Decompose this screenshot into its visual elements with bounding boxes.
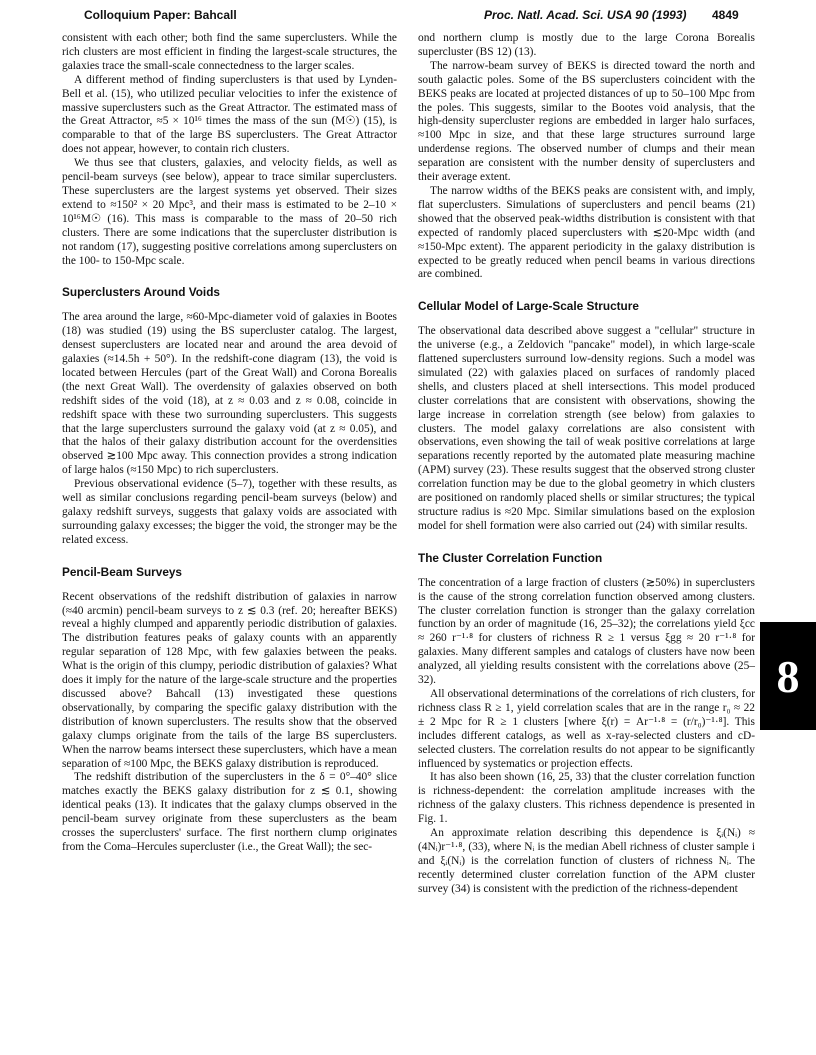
section-heading: Cellular Model of Large-Scale Structure — [418, 299, 639, 314]
section-heading: Pencil-Beam Surveys — [62, 564, 182, 579]
section-heading: The Cluster Correlation Function — [418, 550, 603, 565]
body-paragraph: An approximate relation describing this dependence is ξᵢ(Nᵢ) ≈ (4Nᵢ)r⁻¹·⁸, (33), where Nᵢ is the median Abell richness of cluster sample i and ξᵢ(Nᵢ) is the correlation function of clusters of richness Nᵢ. The recently determined cluster correlation function of the APM cluster survey (34) is consistent with the prediction of the richness-dependent — [418, 827, 755, 895]
body-paragraph: A different method of finding superclusters is that used by Lynden-Bell et al. (15), who utilized peculiar velocities to infer the existence of massive superclusters such as the Great Attractor. The estimated mass of the Great Attractor, ≈5 × 10¹⁶ times the mass of the sun (M☉) (15), is comparable to that of the large BS superclusters. The Great Attractor does not appear, however, to contain rich clusters. — [62, 73, 397, 156]
body-paragraph: The narrow widths of the BEKS peaks are consistent with, and imply, flat superclusters. Simulations of superclusters and pencil beams (21) showed that the observed peak-widths distribution is consistent with that expected of randomly placed superclusters with ≲20-Mpc width (and ≈150-Mpc extent). The apparent periodicity in the galaxy distribution is expected to be greatly reduced when pencil beams in various directions are combined. — [418, 184, 755, 281]
left-column — [62, 32, 397, 855]
body-paragraph: ond northern clump is mostly due to the large Corona Borealis supercluster (BS 12) (13). — [418, 32, 755, 58]
body-paragraph: All observational determinations of the correlations of rich clusters, for richness class R ≥ 1, yield correlation scales that are in the range r₀ ≈ 22 ± 2 Mpc for R ≥ 1 clusters [where ξ(r) = Ar⁻¹·⁸ = (r/r₀)⁻¹·⁸]. This includes different catalogs, as well as x-ray-selected clusters and cD-selected clusters. The correlation results do not appear to be significantly influenced by systematics or projection effects. — [418, 687, 755, 770]
body-paragraph: Previous observational evidence (5–7), together with these results, as well as similar conclusions regarding pencil-beam surveys (below) and galaxy redshift surveys, suggests that galaxy voids are associated with surrounding galaxy excesses; the bigger the void, the stronger may be the related excess. — [62, 478, 397, 546]
body-paragraph: The concentration of a large fraction of clusters (≳50%) in superclusters is the cause of the strong correlation function observed among clusters. The cluster correlation function is stronger than the galaxy correlation function by an order of magnitude (16, 25–32); the correlations yield ξcc ≈ 260 r⁻¹·⁸ for clusters of richness R ≥ 1 versus ξgg ≈ 20 r⁻¹·⁸ for galaxies. Many different samples and catalogs of clusters have now been analyzed, all yielding results consistent with the correlations above (25–32). — [418, 576, 755, 687]
body-paragraph: consistent with each other; both find the same superclusters. While the rich clusters are most efficient in finding the largest-scale structures, the galaxies trace the small-scale connectedness to the larger scales. — [62, 32, 397, 72]
body-paragraph: The area around the large, ≈60-Mpc-diameter void of galaxies in Bootes (18) was studied (19) using the BS supercluster catalog. The largest, densest superclusters are located near and around the area devoid of galaxies (≈14.5h + 50°). In the redshift-cone diagram (13), the void is located between Hercules (part of the Great Wall) and Corona Borealis (the next Great Wall). The overdensity of galaxies observed on both redshift sides of the void (18), at z ≈ 0.03 and z ≈ 0.08, coincide in redshift space with these two surrounding superclusters. This suggests that the large superclusters surround the galaxy void (at z ≈ 0.05), and that the halos of their galaxy distribution account for the overdensities observed ≳100 Mpc away. This connection provides a strong indication of large halos (≈150 Mpc) to rich superclusters. — [62, 311, 397, 477]
body-paragraph: Recent observations of the redshift distribution of galaxies in narrow (≈40 arcmin) pencil-beam surveys to z ≲ 0.3 (ref. 20; hereafter BEKS) reveal a highly clumped and apparently periodic distribution of galaxies. The distribution features peaks of galaxy counts with an apparently regular separation of 128 Mpc, with few galaxies between the peaks. What is the origin of this clumpy, periodic distribution of galaxies? What does it imply for the nature of the large-scale structure and the properties discussed above? Bahcall (13) investigated these questions observationally, by comparing the specific galaxy distribution with the distribution of known superclusters. The results show that the observed galaxy clumps originate from the tails of the large BS superclusters. When the narrow beams intersect these superclusters, which have a mean separation of ≈100 Mpc, the BEKS galaxy distribution is reproduced. — [62, 590, 397, 770]
body-paragraph: The observational data described above suggest a "cellular" structure in the universe (e.g., a Zeldovich "pancake" model), in which large-scale flattened superclusters surround low-density regions. Such a model was simulated (22) with galaxies placed on surfaces of randomly placed shells, and clusters placed at shell intersections. This model produced cluster correlations that are consistent with observations, showing the large increase in correlation strength (see below) from galaxies to clusters. The model galaxy correlations are also consistent with observations, even showing the tail of weak positive correlations at large separations recently reported by the automated plate measuring machine (APM) survey (23). These results suggest that the observed strong cluster correlation function may be due to the global geometry in which clusters are positioned on randomly placed shells or similar structures; the typical structure radius is ≈20 Mpc. Similar simulations based on the explosion model for shell formation were also carried out (24) with similar results. — [418, 325, 755, 532]
journal-citation: Proc. Natl. Acad. Sci. USA 90 (1993) — [484, 8, 687, 22]
right-column — [418, 32, 755, 897]
page-number: 4849 — [712, 8, 739, 22]
body-paragraph: It has also been shown (16, 25, 33) that the cluster correlation function is richness-dependent: the correlation amplitude increases with the richness of the galaxy clusters. This richness dependence is presented in Fig. 1. — [418, 771, 755, 826]
section-tab: 8 — [760, 622, 816, 730]
running-header-left: Colloquium Paper: Bahcall — [84, 8, 237, 22]
body-paragraph: We thus see that clusters, galaxies, and velocity fields, as well as pencil-beam surveys (see below), appear to trace similar superclusters. These superclusters are the largest systems yet observed. Their sizes extend to ≈150² × 20 Mpc³, and their mass is estimated to be 2–10 × 10¹⁶M☉ (16). This mass is comparable to the mass of 20–50 rich clusters. There are some indications that the supercluster distribution is not random (17), suggesting positive correlations among superclusters on the 100- to 150-Mpc scale. — [62, 157, 397, 267]
section-heading: Superclusters Around Voids — [62, 285, 220, 300]
body-paragraph: The narrow-beam survey of BEKS is directed toward the north and south galactic poles. Some of the BS superclusters coincident with the BEKS peaks are located at projected distances of up to 50–100 Mpc from the poles. This suggests, similar to the Bootes void analysis, that the high-density supercluster regions are embedded in larger halo surfaces, ≈100 Mpc in size, and that these large structures surround large underdense regions. The observed number of clumps and their mean separation are consistent with the number density of superclusters and their average extent. — [418, 59, 755, 184]
body-paragraph: The redshift distribution of the superclusters in the δ = 0°–40° slice matches exactly the BEKS galaxy distribution for z ≲ 0.1, showing identical peaks (13). It indicates that the galaxy clumps observed in the pencil-beam survey originate from these superclusters as the beam crosses the superclusters' surface. The first northern clump originates from the Coma–Hercules supercluster (i.e., the Great Wall); the sec- — [62, 771, 397, 853]
